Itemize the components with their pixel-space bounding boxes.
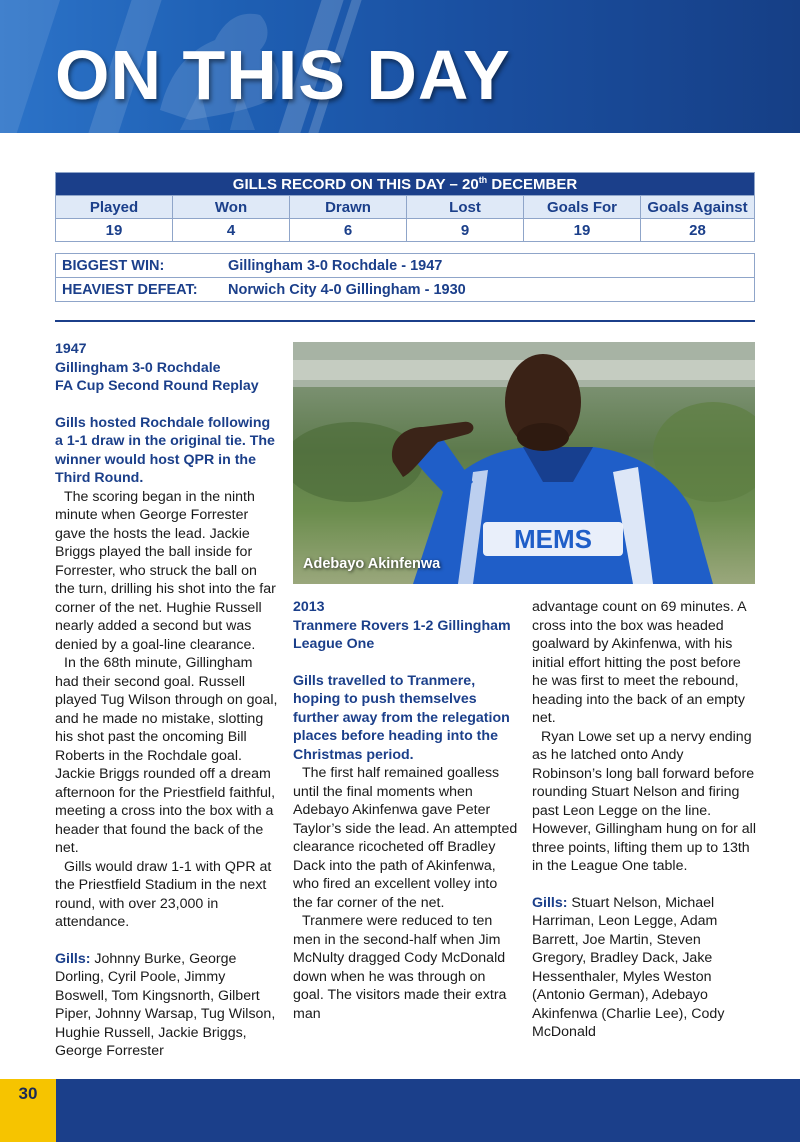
record-title-month: DECEMBER — [487, 176, 578, 193]
article-match: Gillingham 3-0 Rochdale — [55, 359, 221, 376]
page-title: ON THIS DAY — [55, 36, 511, 114]
article-match: Tranmere Rovers 1-2 Gillingham — [293, 617, 511, 634]
article-competition: FA Cup Second Round Replay — [55, 378, 259, 394]
value-goals-for: 19 — [524, 219, 641, 242]
value-goals-against: 28 — [641, 219, 755, 242]
article-intro: Gills travelled to Tranmere, hoping to push themselves further away from the relegation places before heading into the Christmas period. — [293, 672, 510, 763]
biggest-win-value: Gillingham 3-0 Rochdale - 1947 — [222, 254, 755, 278]
lineup — [55, 950, 279, 1061]
page-number: 30 — [0, 1079, 56, 1142]
article-paragraph: Gills would draw 1-1 with QPR at the Priestfield Stadium in the next round, with over 23,000 in attendance. — [55, 858, 272, 930]
article-paragraph: Ryan Lowe set up a nervy ending as he latched onto Andy Robinson’s long ball forward before rounding Stuart Nelson and firing past Leon Legge on the line. However, Gillingham hung on for all three points, lifting them up to 13th in the League One table. — [532, 728, 756, 874]
lineup-label: Gills: — [532, 894, 568, 911]
banner-stripe — [0, 0, 60, 133]
heaviest-defeat-value: Norwich City 4-0 Gillingham - 1930 — [222, 278, 755, 302]
record-table-title — [56, 173, 755, 196]
value-played: 19 — [56, 219, 173, 242]
column-header-lost: Lost — [407, 196, 524, 219]
article-year: 1947 — [55, 341, 87, 357]
lineup — [532, 894, 756, 1042]
record-title-sup: th — [478, 175, 488, 185]
lineup-label: Gills: — [55, 950, 91, 967]
article-paragraph: Tranmere were reduced to ten men in the second-half when Jim McNulty dragged Cody McDonald down when he was through on goal. The visitors made their extra man — [293, 913, 507, 1022]
column-header-won: Won — [173, 196, 290, 219]
column-header-goals-against: Goals Against — [641, 196, 755, 219]
article-paragraph: In the 68th minute, Gillingham had their second goal. Russell played Tug Wilson through on goal, and he made no mistake, slotting his shot past the oncoming Bill Roberts in the Rochdale goal. Jackie Briggs rounded off a dream afternoon for the Priestfield faithful, meeting a cross into the box with a header that found the back of the net. — [55, 655, 278, 856]
value-lost: 9 — [407, 219, 524, 242]
photo-caption: Adebayo Akinfenwa — [303, 556, 441, 572]
value-won: 4 — [173, 219, 290, 242]
column-header-goals-for: Goals For — [524, 196, 641, 219]
article-1947 — [55, 340, 279, 1061]
win-loss-table — [55, 253, 755, 302]
record-table — [55, 172, 755, 242]
article-paragraph: advantage count on 69 minutes. A cross into the box was headed goalward by Akinfenwa, with his initial effort hitting the post before he was first to meet the rebound, heading into the back of an empty net. — [532, 599, 746, 726]
article-paragraph: The first half remained goalless until the final moments when Adebayo Akinfenwa gave Peter Taylor’s side the lead. An attempted clearance ricocheted off Bradley Dack into the path of Akinfenwa, who fired an excellent volley into the far corner of the net. — [293, 765, 518, 911]
header-banner — [0, 0, 800, 133]
footer-bar — [0, 1079, 800, 1142]
value-drawn: 6 — [290, 219, 407, 242]
record-title-text: GILLS RECORD ON THIS DAY – 20 — [232, 176, 479, 193]
article-2013 — [293, 598, 519, 1023]
article-2013-continued — [532, 598, 756, 1042]
column-header-drawn: Drawn — [290, 196, 407, 219]
heaviest-defeat-label: HEAVIEST DEFEAT: — [56, 278, 223, 302]
article-competition: League One — [293, 636, 375, 652]
player-photo — [293, 342, 755, 584]
section-divider — [55, 320, 755, 322]
biggest-win-label: BIGGEST WIN: — [56, 254, 223, 278]
article-intro: Gills hosted Rochdale following a 1-1 draw in the original tie. The winner would host QPR in the Third Round. — [55, 414, 275, 486]
player-illustration — [293, 342, 755, 584]
column-header-played: Played — [56, 196, 173, 219]
lineup-players: Stuart Nelson, Michael Harriman, Leon Legge, Adam Barrett, Joe Martin, Steven Gregory, Bradley Dack, Jake Hessenthaler, Myles Weston (Antonio German), Adebayo Akinfenwa (Charlie Lee), Cody McDonald — [532, 894, 725, 1040]
article-paragraph: The scoring began in the ninth minute when George Forrester gave the hosts the lead. Jackie Briggs played the ball inside for Forrester, who struck the ball on the turn, drilling his shot into the far corner of the net. Hughie Russell nearly added a second but was denied by a goal-line clearance. — [55, 488, 276, 653]
lineup-players: Johnny Burke, George Dorling, Cyril Poole, Jimmy Boswell, Tom Kingsnorth, Gilbert Piper, Johnny Warsap, Tug Wilson, Hughie Russell, Jackie Briggs, George Forrester — [55, 950, 276, 1059]
article-year: 2013 — [293, 599, 325, 615]
shirt-sponsor-text: MEMS — [514, 524, 592, 554]
